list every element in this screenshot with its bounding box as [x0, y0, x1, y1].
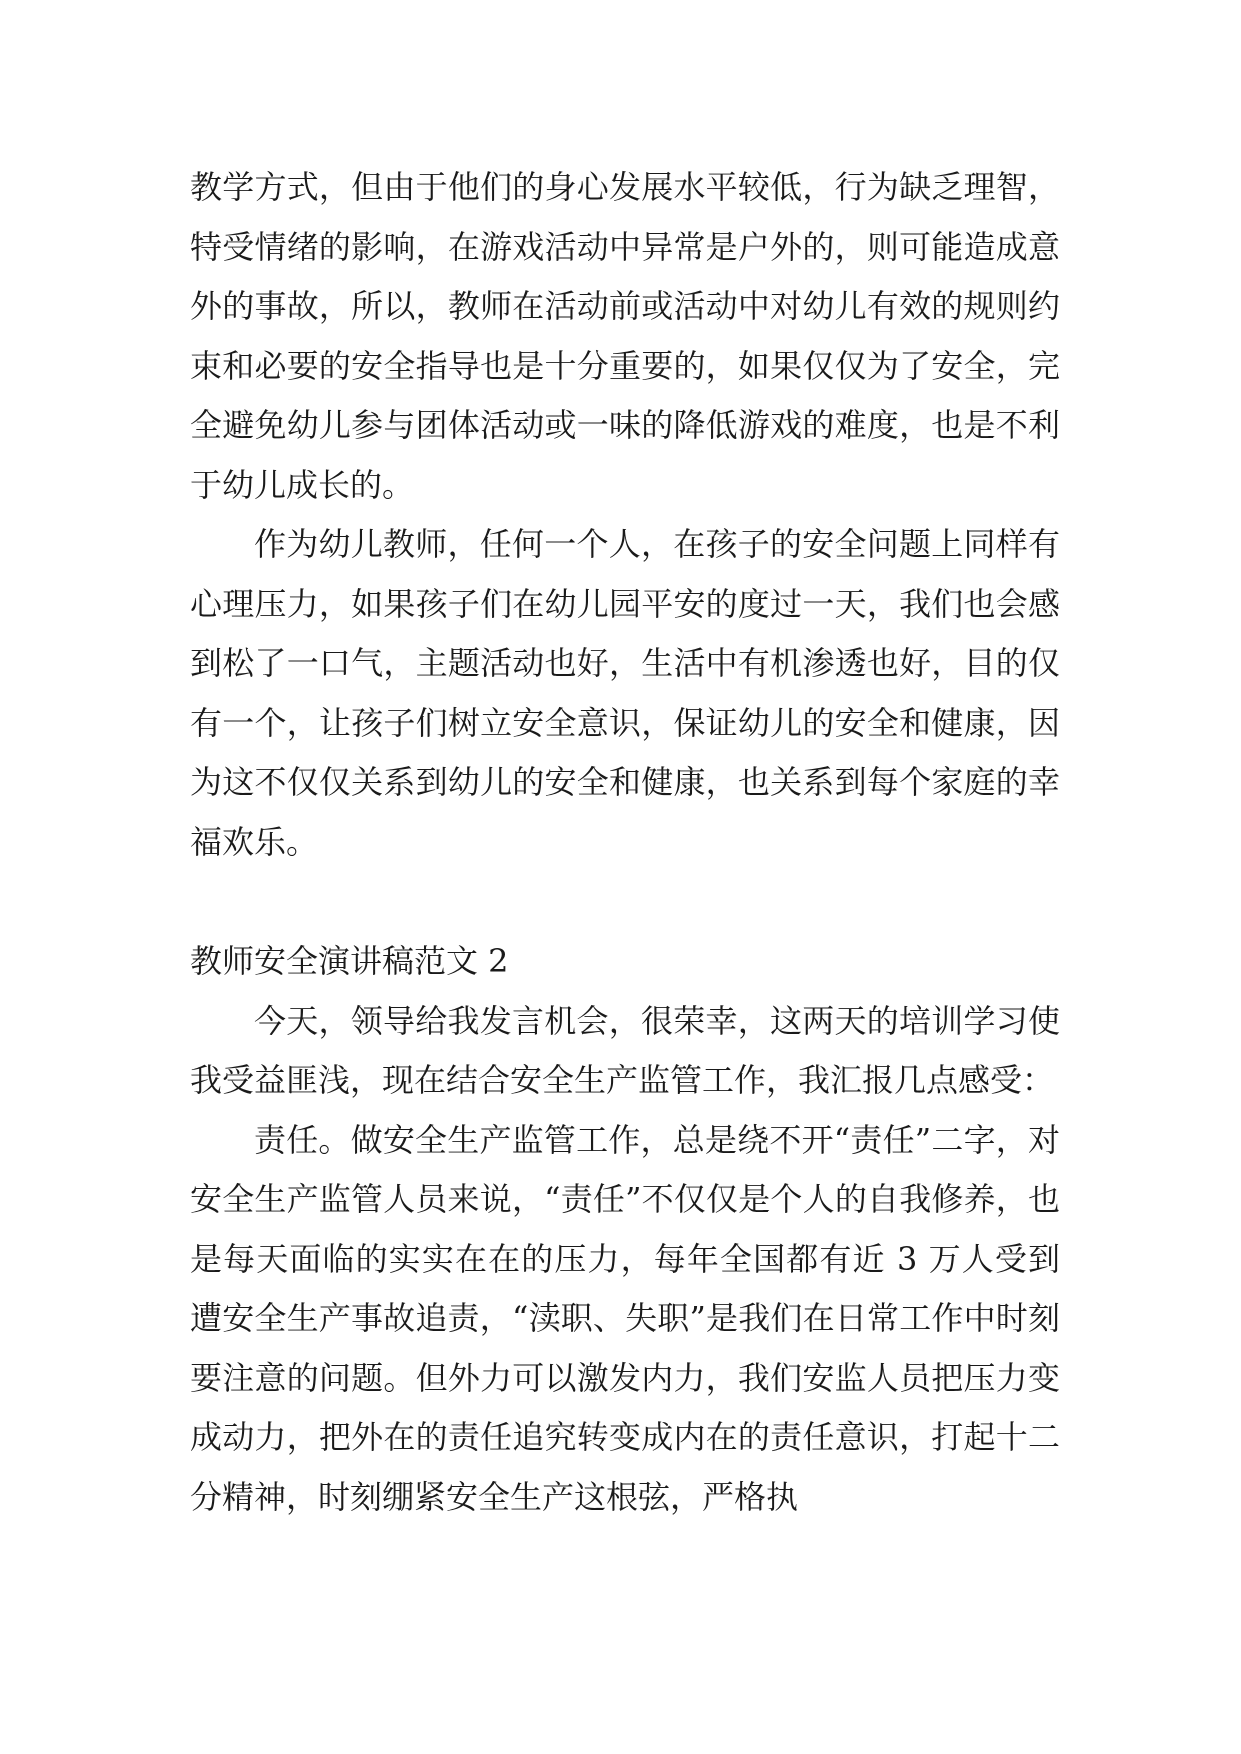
document-body: [190, 158, 1060, 1527]
paragraph-safety-pressure: 作为幼儿教师，任何一个人，在孩子的安全问题上同样有心理压力，如果孩子们在幼儿园平安的度过一天，我们也会感到松了一口气，主题活动也好，生活中有机渗透也好，目的仅有一个，让孩子们树立安全意识，保证幼儿的安全和健康，因为这不仅仅关系到幼儿的安全和健康，也关系到每个家庭的幸福欢乐。: [190, 525, 1060, 861]
paragraph-responsibility: 责任。做安全生产监管工作，总是绕不开“责任”二字，对安全生产监管人员来说，“责任”不仅仅是个人的自我修养，也是每天面临的实实在在的压力，每年全国都有近 3 万人受到遭安全生产事故追责，“渎职、失职”是我们在日常工作中时刻要注意的问题。但外力可以激发内力，我们安监人员把压力变成动力，把外在的责任追究转变成内在的责任意识，打起十二分精神，时刻绷紧安全生产这根弦，严格执: [190, 1120, 1060, 1516]
intro-paragraph: 教学方式，但由于他们的身心发展水平较低，行为缺乏理智，特受情绪的影响，在游戏活动中异常是户外的，则可能造成意外的事故，所以，教师在活动前或活动中对幼儿有效的规则约束和必要的安全指导也是十分重要的，如果仅仅为了安全，完全避免幼儿参与团体活动或一味的降低游戏的难度，也是不利于幼儿成长的。: [190, 168, 1060, 504]
section-spacer: [190, 872, 1060, 932]
paragraph-speech-opening: 今天，领导给我发言机会，很荣幸，这两天的培训学习使我受益匪浅，现在结合安全生产监管工作，我汇报几点感受：: [190, 1001, 1060, 1099]
section-title: 教师安全演讲稿范文 2: [190, 942, 509, 980]
